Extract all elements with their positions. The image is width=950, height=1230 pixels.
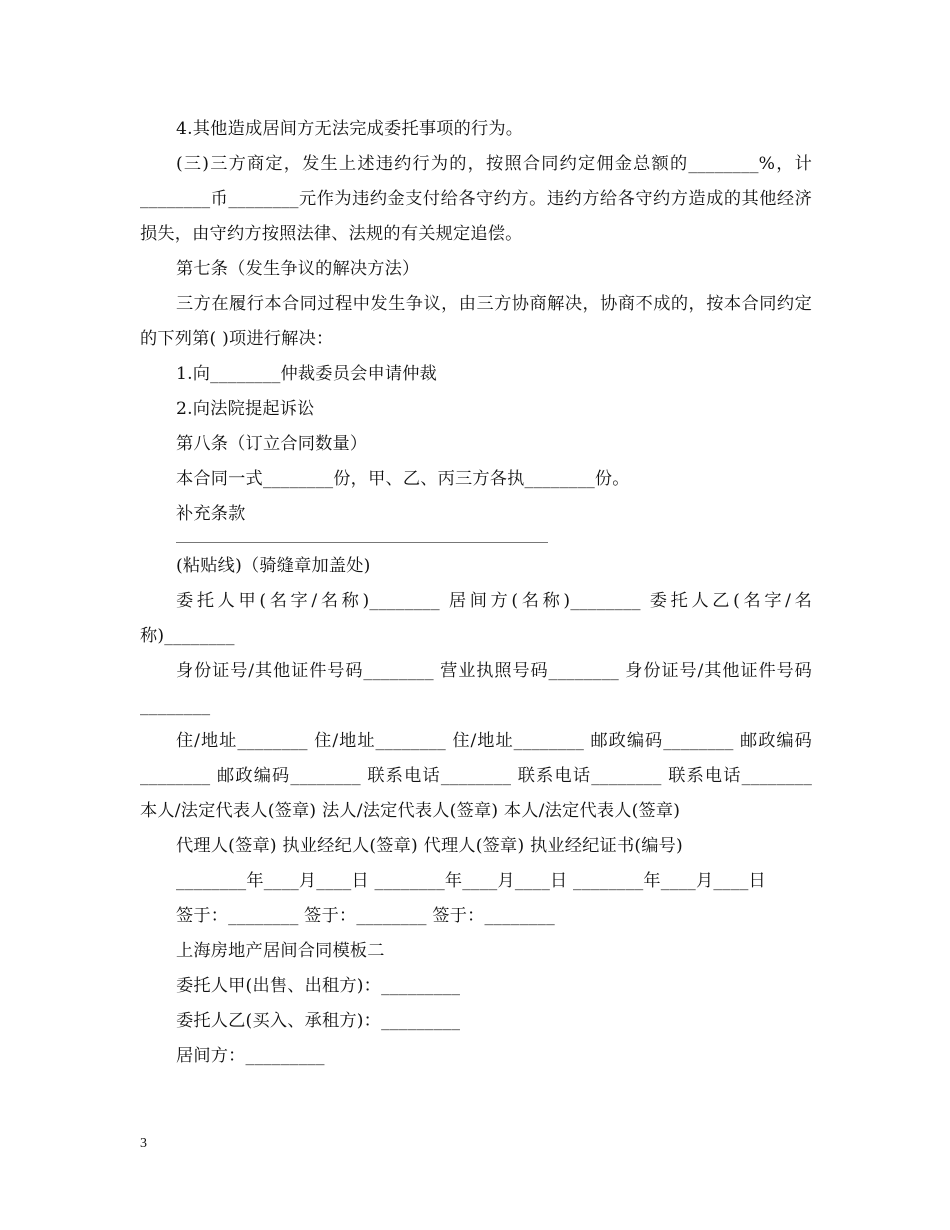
document-page [140,112,818,1074]
article-7-heading: 第七条（发生争议的解决方法） [176,259,420,279]
litigation-option: 2.向法院提起诉讼 [176,399,315,419]
client-a-field: 委托人甲(出售、出租方)：_________ [176,976,461,996]
template-2-title: 上海房地产居间合同模板二 [176,941,385,961]
contract-copies-text: 本合同一式________份，甲、乙、丙三方各执________份。 [176,469,630,489]
article-8-heading: 第八条（订立合同数量） [176,434,368,454]
id-numbers-row: 身份证号/其他证件号码________ 营业执照号码________ 身份证号/其他证件号码________ [140,661,812,716]
arbitration-option: 1.向________仲裁委员会申请仲裁 [176,364,438,384]
supplementary-terms-heading: 补充条款 [176,504,246,524]
paste-line-note: (粘贴线)（骑缝章加盖处) [176,556,371,576]
page-number: 3 [140,1136,147,1151]
clause-item-4: 4.其他造成居间方无法完成委托事项的行为。 [176,119,524,139]
party-names-row: 委托人甲(名字/名称)________ 居间方(名称)________ 委托人乙(名字/名称)________ [140,591,812,646]
penalty-clause: (三)三方商定，发生上述违约行为的，按照合同约定佣金总额的________%，计________币________元作为违约金支付给各守约方。违约方给各守约方造成的其他经济损失，由守约方按照法律、法规的有关规定追偿。 [140,154,812,244]
client-b-field: 委托人乙(买入、承租方)：_________ [176,1011,461,1031]
intermediary-field: 居间方：_________ [176,1046,325,1066]
dispute-resolution-text: 三方在履行本合同过程中发生争议，由三方协商解决，协商不成的，按本合同约定的下列第( )项进行解决： [140,294,812,349]
date-row: ________年____月____日 ________年____月____日 ________年____月____日 [176,871,766,891]
signed-at-row: 签于：________ 签于：________ 签于：________ [176,906,555,926]
agent-signature-row: 代理人(签章) 执业经纪人(签章) 代理人(签章) 执业经纪证书(编号) [176,836,683,856]
address-contact-signature-block: 住/地址________ 住/地址________ 住/地址________ 邮政编码________ 邮政编码________ 邮政编码________ 联系电话________ 联系电话________ 联系电话________ 本人/法定代表人(签章) 法人/法定代表人(签章) 本人/法定代表人(签章) [140,731,818,821]
